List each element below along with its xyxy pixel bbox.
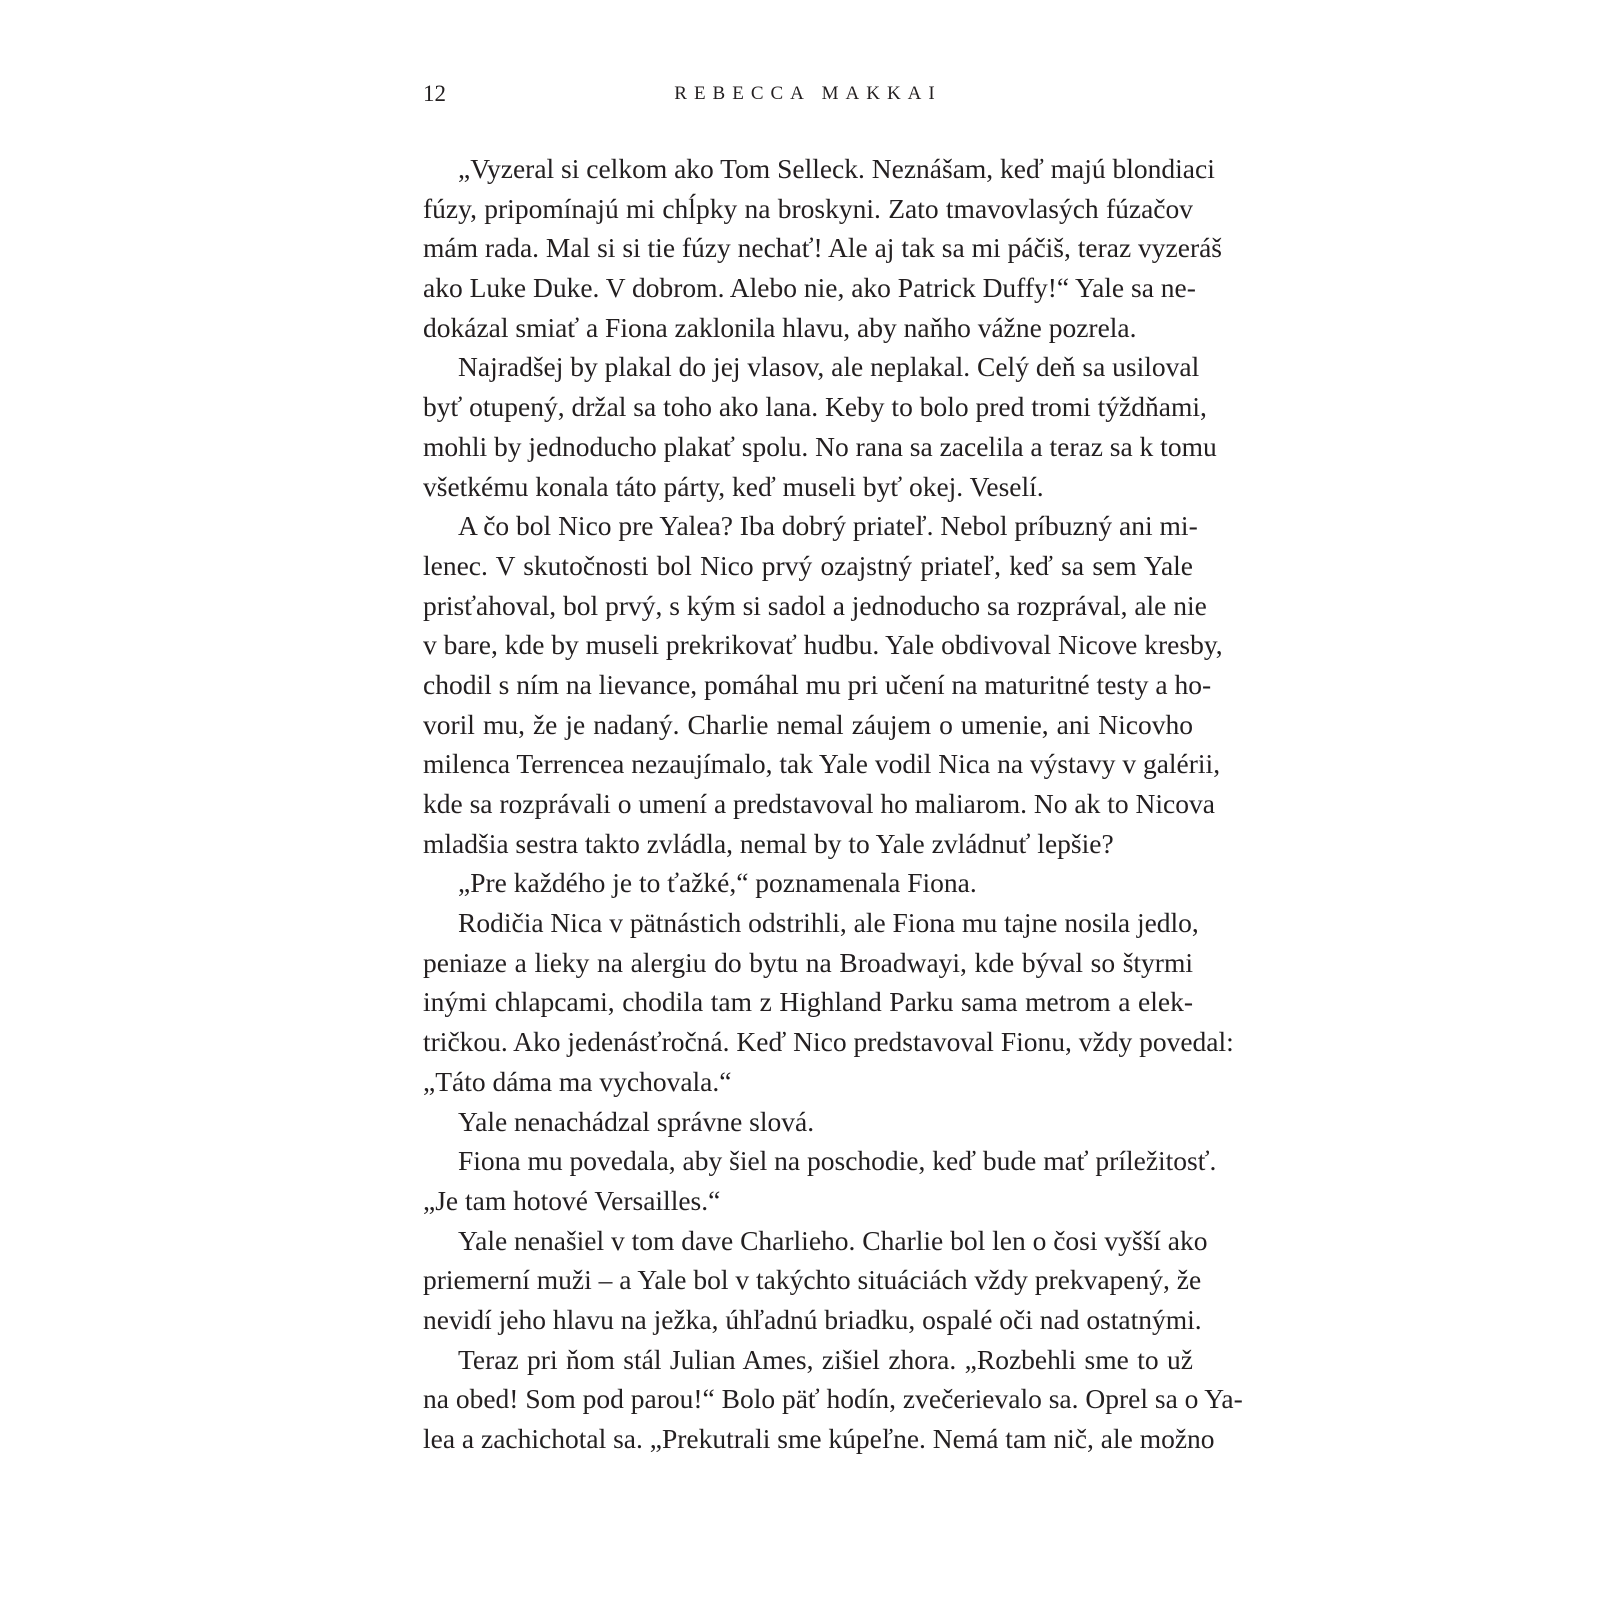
text-line: mladšia sestra takto zvládla, nemal by to Yale zvládnuť lepšie? [423, 827, 1114, 859]
text-line: na obed! Som pod parou!“ Bolo päť hodín, zvečerievalo sa. Oprel sa o Ya- [423, 1383, 1243, 1415]
text-line: voril mu, že je nadaný. Charlie nemal záujem o umenie, ani Nicovho [423, 708, 1193, 740]
text-line: Najradšej by plakal do jej vlasov, ale neplakal. Celý deň sa usiloval [458, 351, 1200, 383]
text-line: lea a zachichotal sa. „Prekutrali sme kúpeľne. Nemá tam nič, ale možno [423, 1423, 1215, 1454]
text-line: Yale nenachádzal správne slová. [458, 1105, 815, 1137]
text-line: kde sa rozprávali o umení a predstavoval ho maliarom. No ak to Nicova [423, 788, 1215, 819]
author-name: REBECCA MAKKAI [674, 83, 942, 104]
text-line: byť otupený, držal sa toho ako lana. Keby to bolo pred tromi týždňami, [423, 391, 1207, 423]
text-line: dokázal smiať a Fiona zaklonila hlavu, aby naňho vážne pozrela. [423, 311, 1137, 343]
text-line: Rodičia Nica v pätnástich odstrihli, ale Fiona mu tajne nosila jedlo, [458, 907, 1199, 939]
text-line: „Táto dáma ma vychovala.“ [423, 1065, 732, 1097]
text-line: mohli by jednoducho plakať spolu. No rana sa zacelila a teraz sa k tomu [423, 430, 1217, 462]
text-line: „Je tam hotové Versailles.“ [423, 1184, 721, 1216]
text-line: milenca Terrencea nezaujímalo, tak Yale vodil Nica na výstavy v galérii, [423, 748, 1221, 780]
text-line: lenec. V skutočnosti bol Nico prvý ozajstný priateľ, keď sa sem Yale [423, 549, 1193, 581]
text-line: všetkému konala táto párty, keď museli byť okej. Veselí. [423, 470, 1044, 502]
text-line: ako Luke Duke. V dobrom. Alebo nie, ako Patrick Duffy!“ Yale sa ne- [423, 272, 1196, 304]
body-text [423, 149, 1243, 1459]
text-line: nevidí jeho hlavu na ježka, úhľadnú briadku, ospalé oči nad ostatnými. [423, 1303, 1202, 1335]
text-line: A čo bol Nico pre Yalea? Iba dobrý priateľ. Nebol príbuzný ani mi- [458, 510, 1198, 542]
text-line: Teraz pri ňom stál Julian Ames, zišiel zhora. „Rozbehli sme to už [458, 1343, 1193, 1375]
text-line: v bare, kde by museli prekrikovať hudbu. Yale obdivoval Nicove kresby, [423, 629, 1223, 661]
text-line: tričkou. Ako jedenásťročná. Keď Nico predstavoval Fionu, vždy povedal: [423, 1026, 1234, 1058]
text-line: chodil s ním na lievance, pomáhal mu pri učení na maturitné testy a ho- [423, 668, 1212, 700]
running-head [423, 78, 1193, 110]
text-line: Fiona mu povedala, aby šiel na poschodie, keď bude mať príležitosť. [458, 1145, 1217, 1177]
text-line: fúzy, pripomínajú mi chĺpky na broskyni. Zato tmavovlasých fúzačov [423, 192, 1193, 224]
text-line: „Vyzeral si celkom ako Tom Selleck. Neznášam, keď majú blondiaci [458, 153, 1215, 184]
text-line: priemerní muži – a Yale bol v takýchto situáciách vždy prekvapený, že [423, 1264, 1202, 1296]
text-line: Yale nenašiel v tom dave Charlieho. Charlie bol len o čosi vyšší ako [458, 1224, 1208, 1256]
text-line: prisťahoval, bol prvý, s kým si sadol a jednoducho sa rozprával, ale nie [423, 589, 1207, 621]
page-number: 12 [423, 81, 446, 106]
text-line: mám rada. Mal si si tie fúzy nechať! Ale aj tak sa mi páčiš, teraz vyzeráš [423, 232, 1223, 264]
text-line: „Pre každého je to ťažké,“ poznamenala Fiona. [458, 867, 977, 899]
text-line: peniaze a lieky na alergiu do bytu na Broadwayi, kde býval so štyrmi [423, 946, 1193, 978]
text-line: inými chlapcami, chodila tam z Highland Parku sama metrom a elek- [423, 986, 1193, 1018]
